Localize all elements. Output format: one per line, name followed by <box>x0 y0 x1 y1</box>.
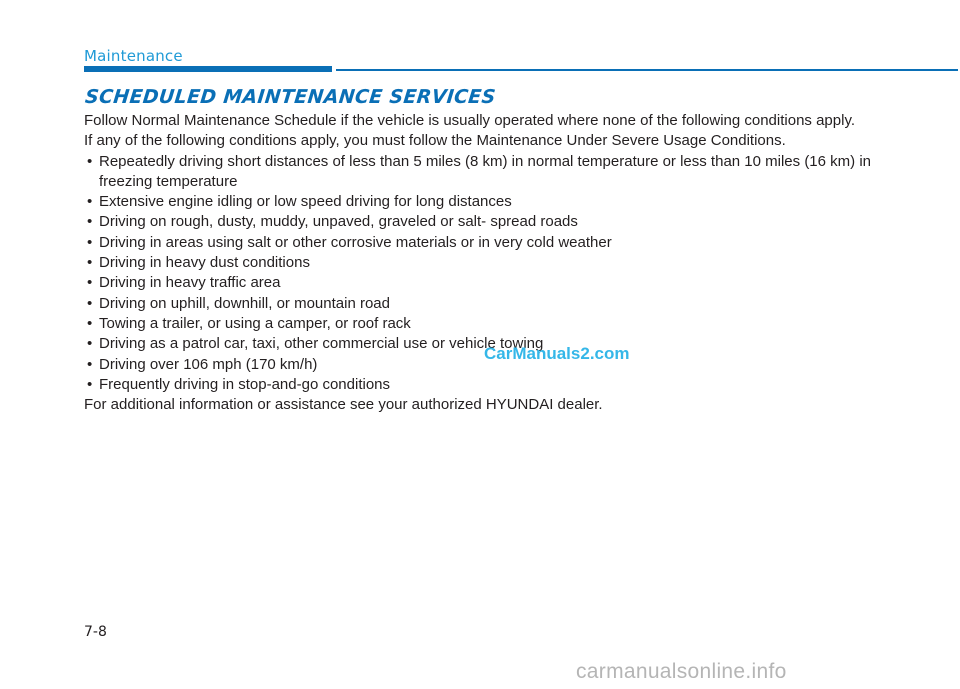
intro-line-1: Follow Normal Maintenance Schedule if the vehicle is usually operated where none of the following conditions apply. <box>84 112 855 129</box>
bullet-icon: • <box>87 294 93 312</box>
list-item-text: Driving over 106 mph (170 km/h) <box>99 355 318 373</box>
bullet-icon: • <box>87 274 93 292</box>
list-item <box>84 314 894 334</box>
list-item-text: Driving on uphill, downhill, or mountain road <box>99 294 390 312</box>
bullet-icon: • <box>87 213 93 231</box>
bullet-icon: • <box>87 233 93 251</box>
list-item <box>84 233 894 253</box>
closing-note: For additional information or assistance see your authorized HYUNDAI dealer. <box>84 396 603 414</box>
list-item-text: Towing a trailer, or using a camper, or roof rack <box>99 314 411 332</box>
section-label: Maintenance <box>84 47 183 65</box>
bullet-icon: • <box>87 335 93 353</box>
list-item-text: Extensive engine idling or low speed driving for long distances <box>99 193 512 211</box>
list-item <box>84 152 894 193</box>
bullet-icon: • <box>87 193 93 211</box>
list-item <box>84 273 894 293</box>
list-item-text: Driving on rough, dusty, muddy, unpaved, graveled or salt- spread roads <box>99 213 578 231</box>
list-item <box>84 294 894 314</box>
list-item <box>84 212 894 232</box>
bullet-icon: • <box>87 152 93 170</box>
bullet-icon: • <box>87 254 93 272</box>
watermark-link[interactable]: CarManuals2.com <box>484 344 630 363</box>
intro-line-2: If any of the following conditions apply, you must follow the Maintenance Under Severe Usage Conditions. <box>84 132 786 150</box>
list-item-text: Driving in heavy dust conditions <box>99 254 310 272</box>
list-item-text: Driving in areas using salt or other corrosive materials or in very cold weather <box>99 233 612 251</box>
bullet-icon: • <box>87 314 93 332</box>
bullet-icon: • <box>87 355 93 373</box>
bullet-icon: • <box>87 375 93 393</box>
list-item <box>84 253 894 273</box>
list-item <box>84 375 894 395</box>
list-item-text: Frequently driving in stop-and-go conditions <box>99 375 390 393</box>
body-text <box>84 111 894 415</box>
header-rule-thin <box>336 69 958 71</box>
header-rule-thick <box>84 66 332 72</box>
footer-watermark: carmanualsonline.info <box>576 660 787 683</box>
page-heading: SCHEDULED MAINTENANCE SERVICES <box>84 86 497 108</box>
list-item-text: Driving in heavy traffic area <box>99 274 281 292</box>
list-item <box>84 192 894 212</box>
list-item-text: Repeatedly driving short distances of less than 5 miles (8 km) in normal temperature or less than 10 miles (16 km) in freezing temperature <box>99 152 871 190</box>
page-number: 7-8 <box>84 624 107 640</box>
list-item-text: Driving as a patrol car, taxi, other commercial use or vehicle towing <box>99 335 544 353</box>
